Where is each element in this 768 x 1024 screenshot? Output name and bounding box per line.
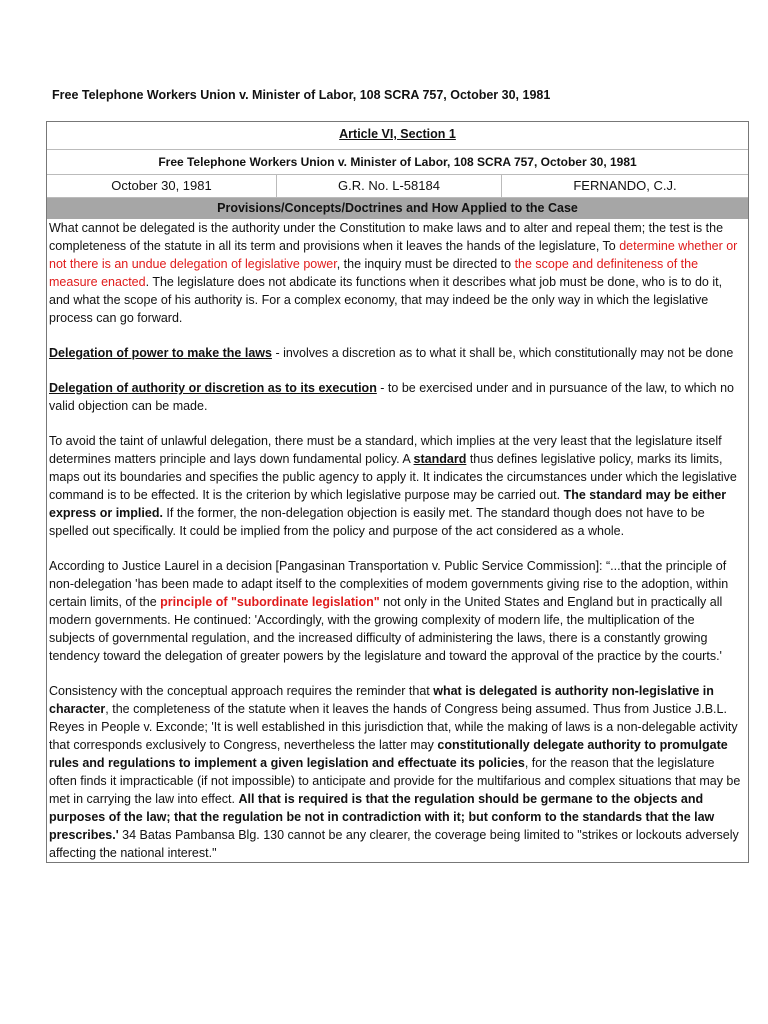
text-run: not only in the United States and England but in practically all modern governments. He continued: 'Accordingly, with the growing complexity of modern life, the multiplication of the subjects of governmental regulation, and the increased difficulty of administering the laws, there is a constantly growing tendency toward the delegation of greater powers by the legislature and toward the approval of the practice by the courts.' (49, 595, 723, 663)
highlight-red: the scope and definiteness of the measure enacted (49, 257, 699, 289)
text-run: . The legislature does not abdicate its functions when it describes what job must be done, who is to do it, and what the scope of his authority is. For a complex economy, that may indeed be the only way in which the legislative process can go forward. (49, 275, 723, 325)
paragraph-consistency (49, 682, 742, 862)
text-run: thus defines legislative policy, marks its limits, maps out its boundaries and specifies the public agency to apply it. It indicates the circumstances under which the legislative command is to be effected. It is the criterion by which legislative purpose may be carried out. (49, 452, 737, 502)
text-run: Consistency with the conceptual approach requires the reminder that (49, 684, 434, 698)
text-run: , the inquiry must be directed to (336, 257, 515, 271)
digest-body (47, 219, 748, 862)
paragraph-standard (49, 432, 742, 540)
text-run: To avoid the taint of unlawful delegation, there must be a standard, which implies at the very least that the legislature itself determines matters principle and lays down fundamental policy. A (49, 434, 722, 466)
text-run: , for the reason that the legislature often finds it impracticable (if not impossible) to anticipate and provide for the multifarious and complex situations that may be met in carrying the law into effect. (49, 756, 741, 806)
case-title: Free Telephone Workers Union v. Minister of Labor, 108 SCRA 757, October 30, 1981 (47, 150, 748, 175)
bold-text: All that is required is that the regulation should be germane to the objects and purposes of the law; that the regulation be not in contradiction with it; but conform to the standards that the law prescribes.' (49, 792, 715, 842)
case-gr-number: G.R. No. L-58184 (277, 175, 502, 197)
paragraph-laurel (49, 557, 742, 665)
highlight-bold-red: principle of "subordinate legislation" (160, 595, 380, 609)
bold-text: The standard may be either express or implied. (49, 488, 727, 520)
text-run: 34 Batas Pambansa Blg. 130 cannot be any clearer, the coverage being limited to "strikes or lockouts adversely affecting the national interest." (49, 828, 739, 860)
text-run: , the completeness of the statute when it leaves the hands of Congress being assumed. Thus from Justice J.B.L. Reyes in People v. Exconde; 'It is well established in this jurisdiction that, while the making of laws is a non-delegable activity that corresponds exclusively to Congress, nevertheless the latter may (49, 702, 738, 752)
paragraph-delegation-authority (49, 379, 742, 415)
case-digest-table (46, 121, 749, 863)
text-run: What cannot be delegated is the authority under the Constitution to make laws and to alter and repeal them; the test is the completeness of the statute in all its term and provisions when it leaves the hands of the legislature, To (49, 221, 724, 253)
page-title: Free Telephone Workers Union v. Minister of Labor, 108 SCRA 757, October 30, 1981 (52, 88, 551, 102)
text-run: - involves a discretion as to what it shall be, which constitutionally may not be done (271, 346, 734, 360)
bold-text: constitutionally delegate authority to promulgate rules and regulations to implement a given legislation and effectuate its policies (49, 738, 728, 770)
highlight-red: determine whether or not there is an undue delegation of legislative power (49, 239, 738, 271)
case-ponente: FERNANDO, C.J. (573, 178, 677, 193)
defined-term: Delegation of power to make the laws (49, 346, 272, 360)
case-meta-row (47, 175, 748, 198)
paragraph-nondelegation (49, 219, 742, 327)
text-run: If the former, the non-delegation objection is easily met. The standard though does not have to be spelled out specifically. It could be implied from the policy and purpose of the act considered as a whole. (49, 506, 705, 538)
defined-term: standard (413, 452, 467, 466)
case-date: October 30, 1981 (47, 175, 277, 197)
article-title: Article VI, Section 1 (47, 122, 748, 150)
defined-term: Delegation of authority or discretion as to its execution (49, 381, 377, 395)
text-run: - to be exercised under and in pursuance of the law, to which no valid objection can be made. (49, 381, 734, 413)
section-heading: Provisions/Concepts/Doctrines and How Applied to the Case (47, 198, 748, 219)
text-run: According to Justice Laurel in a decision [Pangasinan Transportation v. Public Service Commission]: “...that the principle of non-delegation 'has been made to adapt itself to the complexities of modem governments giving rise to the adoption, within certain limits, of the (49, 559, 729, 609)
paragraph-delegation-power (49, 344, 742, 362)
bold-text: what is delegated is authority non-legislative in character (49, 684, 714, 716)
